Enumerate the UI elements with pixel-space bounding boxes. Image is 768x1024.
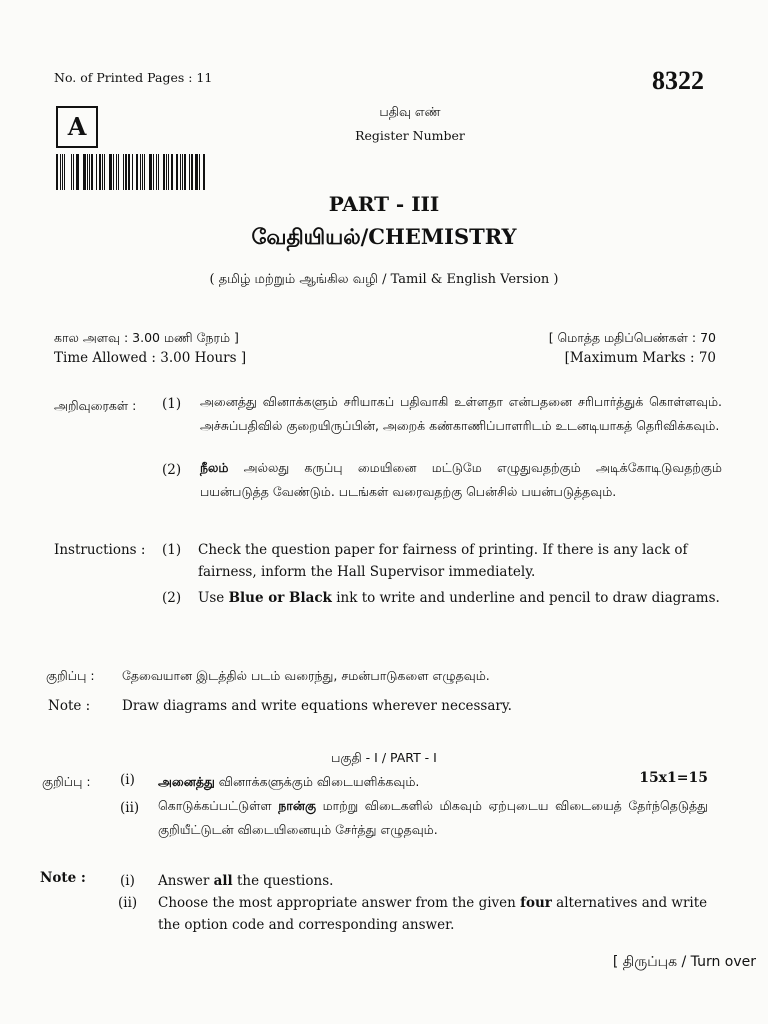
instructions-en-label: Instructions :	[54, 542, 146, 558]
barcode-bar	[142, 154, 143, 190]
barcode-bar	[96, 154, 97, 190]
barcode-bar	[56, 154, 58, 190]
part-one-ta-item-2: கொடுக்கப்பட்டுள்ள நான்கு மாற்று விடைகளில் மிகவும் ஏற்புடைய விடையைத் தேர்ந்தெடுத்து குறியீட்டுடன் விடையினையும் சேர்த்து எழுதவும்.	[158, 798, 708, 837]
item-number: (2)	[162, 462, 182, 478]
note-en-text: Draw diagrams and write equations wherever necessary.	[122, 698, 512, 714]
barcode-bar	[83, 154, 86, 190]
paper-code: 8322	[652, 66, 704, 95]
register-number-block	[340, 100, 480, 148]
max-marks-ta: [ மொத்த மதிப்பெண்கள் : 70	[548, 330, 716, 345]
barcode-bar	[203, 154, 205, 190]
barcode-bar	[87, 154, 88, 190]
barcode-bar	[128, 154, 131, 190]
note-en-label: Note :	[48, 698, 91, 714]
barcode-bar	[191, 154, 193, 190]
max-marks-en: [Maximum Marks : 70	[564, 350, 716, 366]
barcode-bar	[180, 154, 181, 190]
barcode-bar	[76, 154, 77, 190]
time-allowed-ta: கால அளவு : 3.00 மணி நேரம் ]	[54, 330, 239, 345]
instruction-en-2: Use Blue or Black ink to write and underline and pencil to draw diagrams.	[198, 590, 720, 606]
item-number: (i)	[120, 873, 135, 889]
barcode-bar	[118, 154, 119, 190]
barcode-bar	[201, 154, 202, 190]
part-one-heading: பகுதி - I / PART - I	[331, 750, 437, 765]
barcode-bar	[149, 154, 152, 190]
part-one-ta-item-1: அனைத்து வினாக்களுக்கும் விடையளிக்கவும்.	[158, 774, 420, 789]
barcode-bar	[160, 154, 161, 190]
barcode-bar	[80, 154, 81, 190]
barcode-bar	[134, 154, 135, 190]
item-number: (ii)	[120, 800, 140, 816]
barcode-bar	[188, 154, 189, 190]
instructions-ta-label: அறிவுரைகள் :	[54, 398, 137, 413]
register-label-en: Register Number	[355, 128, 465, 143]
barcode-bar	[116, 154, 118, 190]
instruction-en-1: Check the question paper for fairness of printing. If there is any lack of fairness, inform the Hall Supervisor immediately.	[198, 542, 688, 580]
barcode-bar	[99, 154, 101, 190]
barcode-bar	[77, 154, 79, 190]
instruction-ta-1: அனைத்து வினாக்களும் சரியாகப் பதிவாகி உள்ளதா என்பதனை சரிபார்த்துக் கொள்ளவும். அச்சுப்பதிவில் குறையிருப்பின், அறைக் கண்காணிப்பாளரிடம் உடனடியாகத் தெரிவிக்கவும்.	[200, 394, 722, 433]
barcode-bar	[123, 154, 124, 190]
instruction-ta-2: நீலம் அல்லது கருப்பு மையினை மட்டுமே எழுதுவதற்கும் அடிக்கோடிடுவதற்கும் பயன்படுத்த வேண்டும். படங்கள் வரைவதற்கு பென்சில் பயன்படுத்தவும்.	[200, 460, 722, 499]
part-title: PART - III	[328, 192, 440, 216]
barcode-bar	[113, 154, 114, 190]
item-number: (i)	[120, 772, 135, 788]
barcode-bar	[109, 154, 112, 190]
note-ta-label: குறிப்பு :	[46, 668, 95, 683]
item-number: (1)	[162, 542, 182, 558]
barcode-bar	[166, 154, 167, 190]
barcode-bar	[140, 154, 141, 190]
barcode-bar	[184, 154, 186, 190]
barcode-bar	[94, 154, 95, 190]
barcode-bar	[174, 154, 175, 190]
barcode-bar	[67, 154, 70, 190]
barcode-bar	[171, 154, 174, 190]
version-line: ( தமிழ் மற்றும் ஆங்கில வழி / Tamil & English Version )	[209, 272, 559, 287]
barcode-bar	[64, 154, 66, 190]
printed-pages: No. of Printed Pages : 11	[54, 70, 213, 85]
barcode-bar	[163, 154, 165, 190]
barcode-bar	[136, 154, 138, 190]
barcode-bar	[144, 154, 146, 190]
emphasis-blue: நீலம்	[200, 460, 229, 475]
barcode-bar	[60, 154, 61, 190]
barcode-bar	[104, 154, 105, 190]
barcode-bar	[73, 154, 74, 190]
barcode-icon	[56, 154, 206, 190]
item-number: (ii)	[118, 895, 138, 911]
barcode-bar	[125, 154, 127, 190]
barcode-bar	[189, 154, 190, 190]
barcode-bar	[62, 154, 63, 190]
part-one-en-item-1: Answer all the questions.	[158, 873, 334, 889]
item-number: (2)	[162, 590, 182, 606]
barcode-bar	[168, 154, 169, 190]
barcode-bar	[120, 154, 121, 190]
barcode-bar	[158, 154, 160, 190]
part-one-marks: 15x1=15	[639, 770, 708, 786]
register-label-ta: பதிவு எண்	[379, 104, 441, 119]
barcode-bar	[132, 154, 133, 190]
item-number: (1)	[162, 396, 182, 412]
turn-over-note: [ திருப்புக / Turn over	[612, 954, 756, 970]
barcode-bar	[176, 154, 178, 190]
subject-title: வேதியியல்/CHEMISTRY	[251, 224, 517, 249]
barcode-bar	[107, 154, 108, 190]
barcode-bar	[153, 154, 154, 190]
series-code-box: A	[56, 106, 98, 148]
part-one-note-en-label: Note :	[40, 870, 86, 886]
barcode-bar	[91, 154, 93, 190]
barcode-bar	[156, 154, 157, 190]
part-one-note-ta-label: குறிப்பு :	[42, 774, 91, 789]
barcode-bar	[102, 154, 104, 190]
barcode-bar	[199, 154, 200, 190]
barcode-bar	[195, 154, 198, 190]
barcode-bar	[71, 154, 72, 190]
note-ta-text: தேவையான இடத்தில் படம் வரைந்து, சமன்பாடுகளை எழுதவும்.	[122, 668, 490, 683]
part-one-en-item-2: Choose the most appropriate answer from the given four alternatives and write the option code and corresponding answer.	[158, 895, 708, 933]
barcode-bar	[182, 154, 183, 190]
barcode-bar	[147, 154, 148, 190]
barcode-bar	[89, 154, 90, 190]
time-allowed-en: Time Allowed : 3.00 Hours ]	[54, 350, 247, 366]
